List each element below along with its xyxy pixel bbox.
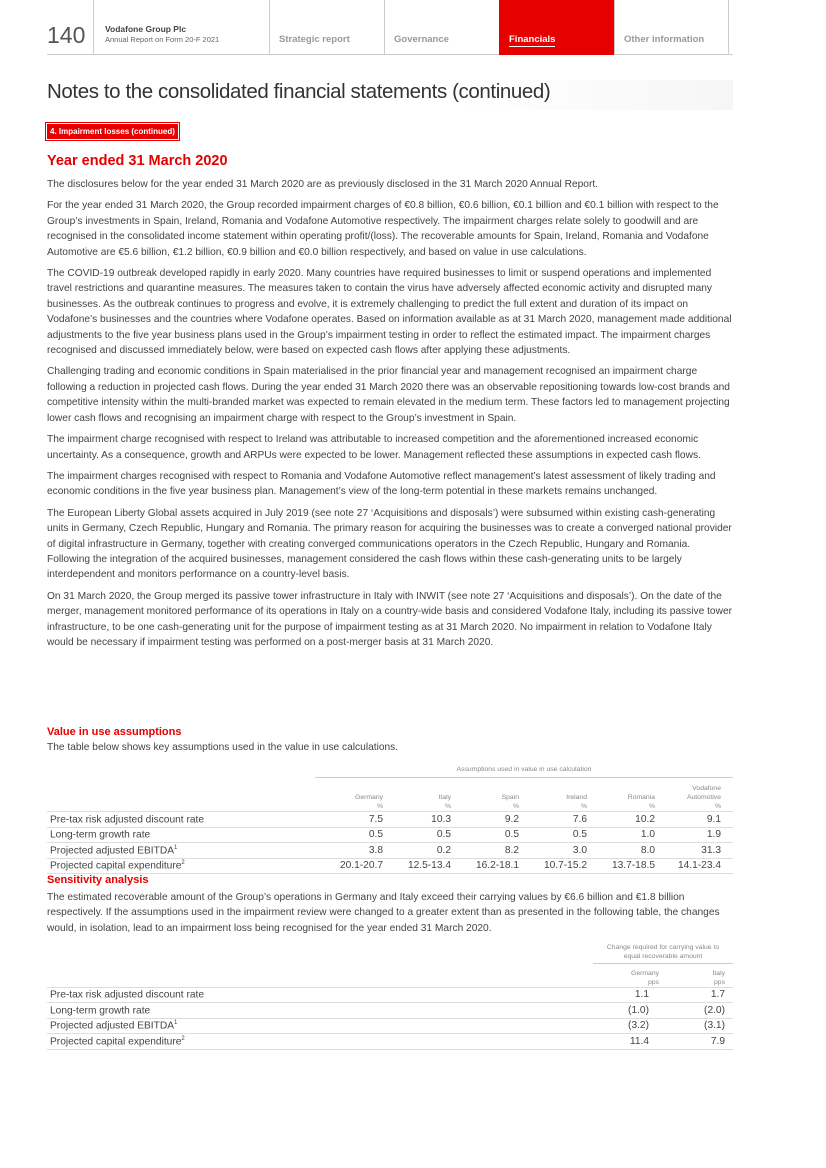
table-row: Long-term growth rate 0.5 0.5 0.5 0.5 1.0 1.9 [47, 827, 733, 843]
tab-label: Strategic report [279, 34, 350, 45]
table-row: Projected adjusted EBITDA$^1$ (3.2) (3.1) [47, 1018, 733, 1034]
paragraph: The European Liberty Global assets acquired in July 2019 (see note 27 ‘Acquisitions and disposals’) were subsumed within existing cash-generating units in Germany, Czech Republic, Hungary and Romania. The primary reason for acquiring the businesses was to create a converged national provider of digital infrastructure in Germany, together with creating converged communications operators in the Czech Republic, Hungary and Romania. Following the integration of the acquired businesses, management considered the cash flows within these cash-generating units to be largely interdependent and monitors performance on a country-level basis. [47, 507, 732, 581]
body-text [47, 177, 735, 656]
paragraph: For the year ended 31 March 2020, the Group recorded impairment charges of €0.8 billion, €0.6 billion, €0.1 billion and €0.1 billion with respect to the Group’s investments in Spain, Ireland, Romania and Vodafone Automotive respectively. The impairment charges relate solely to goodwill and are recognised in the consolidated income statement within operating profit/(loss). The recoverable amounts for Spain, Ireland, Romania and Vodafone Automotive are €5.6 billion, €1.2 billion, €0.9 billion and €0.0 billion respectively, and based on value in use calculations. [47, 200, 719, 258]
sensitivity-group-header: Change required for carrying value to equal recoverable amount [593, 941, 733, 963]
paragraph: On 31 March 2020, the Group merged its passive tower infrastructure in Italy with INWIT (see note 27 ‘Acquisitions and disposals’). On the date of the merger, management monitored performance of its operations in Italy on a country-wide basis and considered Vodafone Italy, including its passive tower infrastructure, to be one cash-generating unit for the purpose of impairment testing as at 31 March 2020. No impairment in relation to Vodafone Italy would be necessary if impairment testing was performed on a post-merger basis at 31 March 2020. [47, 590, 733, 648]
tab-strategic-report[interactable] [269, 0, 384, 55]
column-header: Germany pps [593, 963, 663, 987]
company-block [93, 0, 269, 55]
column-header: Vodafone Automotive % [655, 778, 733, 812]
section-heading: Year ended 31 March 2020 [47, 153, 228, 169]
viu-heading: Value in use assumptions [47, 726, 182, 738]
viu-group-header: Assumptions used in value in use calculation [315, 762, 733, 778]
table-row: Long-term growth rate (1.0) (2.0) [47, 1003, 733, 1019]
paragraph: The impairment charges recognised with respect to Romania and Vodafone Automotive reflect management’s latest assessment of likely trading and economic conditions in the five year business plan. Management’s view of the long-term potential in these markets remains unchanged. [47, 470, 716, 498]
page-number: 140 [47, 22, 86, 48]
report-name: Annual Report on Form 20-F 2021 [105, 35, 220, 44]
viu-table [47, 762, 733, 874]
table-row: Projected capital expenditure$^2$ 11.4 7.9 [47, 1034, 733, 1050]
column-header: Spain % [451, 778, 519, 812]
paragraph: Challenging trading and economic conditions in Spain materialised in the prior financial year and management recognised an impairment charge following a reduction in projected cash flows. During the year ended 31 March 2020 there was an observable repositioning towards low-cost brands and competitive intensity within the multi-branded market was expected to remain elevated in the medium term. These factors led to management projecting lower cash flows and recognising an impairment charge with respect to the Group’s investment in Spain. [47, 366, 730, 424]
top-navigation [47, 0, 733, 55]
column-header: Romania % [587, 778, 655, 812]
sensitivity-intro: The estimated recoverable amount of the Group’s operations in Germany and Italy exceed their carrying values by €6.6 billion and €1.8 billion respectively. If the assumptions used in the impairment review were changed to a greater extent than as presented in the following table, the changes would, in isolation, lead to an impairment loss being recognised for the year ended 31 March 2020. [47, 892, 720, 934]
tab-financials[interactable] [499, 0, 614, 55]
table-row: Pre-tax risk adjusted discount rate 1.1 1.7 [47, 987, 733, 1003]
section-badge: 4. Impairment losses (continued) [47, 124, 178, 139]
table-row: Pre-tax risk adjusted discount rate 7.5 10.3 9.2 7.6 10.2 9.1 [47, 812, 733, 828]
table-row: Projected adjusted EBITDA$^1$ 3.8 0.2 8.2 3.0 8.0 31.3 [47, 843, 733, 859]
column-header: Germany % [315, 778, 383, 812]
tab-label: Financials [509, 34, 556, 45]
paragraph: The COVID-19 outbreak developed rapidly in early 2020. Many countries have required businesses to limit or suspend operations and implemented travel restrictions and quarantine measures. The measures taken to contain the virus have adversely affected economic activity and disrupted many businesses. As the outbreak continues to progress and evolve, it is extremely challenging to predict the full extent and duration of its impact on Vodafone’s businesses and the countries where Vodafone operates. Based on information available as at 31 March 2020, management made additional adjustments to the five year business plans used in the Group’s impairment testing in order to reflect the estimated impact. The impairment charges recognised and discussed immediately below, were based on expected cash flows after applying these adjustments. [47, 268, 732, 357]
viu-intro: The table below shows key assumptions used in the value in use calculations. [47, 742, 399, 753]
sensitivity-table [47, 941, 733, 1050]
sensitivity-heading: Sensitivity analysis [47, 874, 149, 886]
company-name: Vodafone Group Plc [105, 24, 187, 34]
column-header: Ireland % [519, 778, 587, 812]
column-header: Italy % [383, 778, 451, 812]
page-title: Notes to the consolidated financial statements (continued) [47, 80, 733, 110]
tab-label: Other information [624, 34, 705, 45]
tab-other-information[interactable] [614, 0, 729, 55]
column-header: Italy pps [663, 963, 733, 987]
paragraph: The impairment charge recognised with respect to Ireland was attributable to increased competition and the aforementioned increased economic uncertainty. As a consequence, growth and ARPUs were expected to be lower. Management reflected these assumptions in expected cash flows. [47, 434, 701, 461]
table-row: Projected capital expenditure$^2$ 20.1-20.7 12.5-13.4 16.2-18.1 10.7-15.2 13.7-18.5 14.1-23.4 [47, 858, 733, 874]
tab-governance[interactable] [384, 0, 499, 55]
tab-label: Governance [394, 34, 449, 45]
paragraph: The disclosures below for the year ended 31 March 2020 are as previously disclosed in the 31 March 2020 Annual Report. [47, 179, 599, 190]
